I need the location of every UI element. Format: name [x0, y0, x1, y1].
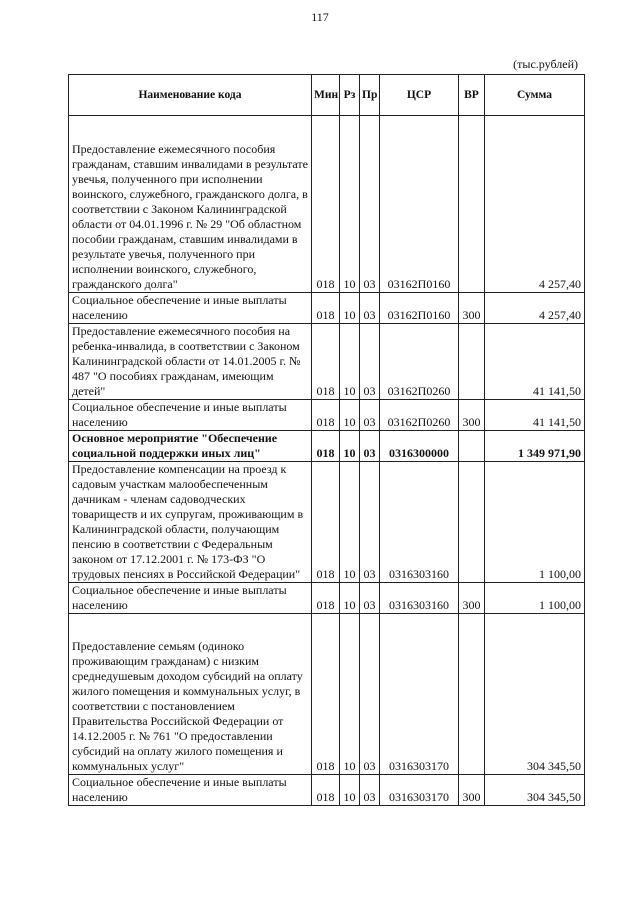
cell-rz: 10	[340, 583, 360, 614]
cell-name: Социальное обеспечение и иные выплаты населению	[69, 400, 312, 431]
cell-min: 018	[312, 116, 340, 293]
cell-min: 018	[312, 583, 340, 614]
units-label: (тыс.рублей)	[513, 57, 578, 71]
page-number: 117	[311, 10, 329, 24]
cell-vr: 300	[459, 400, 485, 431]
cell-vr	[459, 116, 485, 293]
cell-pr: 03	[360, 614, 380, 775]
cell-name: Предоставление ежемесячного пособия гражданам, ставшим инвалидами в результате увечья, полученного при исполнении воинского, служебного, гражданского долга, в соответствии с Законом Калининградской области от 04.01.1996 г. № 29 "Об областном пособии гражданам, ставшим инвалидами в результате увечья, полученного при исполнении воинского, служебного, гражданского долга"	[69, 116, 312, 293]
cell-pr: 03	[360, 293, 380, 324]
cell-min: 018	[312, 400, 340, 431]
table-body	[69, 116, 585, 806]
cell-pr: 03	[360, 583, 380, 614]
cell-vr: 300	[459, 293, 485, 324]
cell-vr	[459, 462, 485, 583]
cell-rz: 10	[340, 431, 360, 462]
cell-pr: 03	[360, 462, 380, 583]
cell-pr: 03	[360, 324, 380, 400]
table-row	[69, 775, 585, 806]
cell-sum: 1 100,00	[485, 462, 585, 583]
cell-csr: 0316303170	[380, 614, 459, 775]
cell-min: 018	[312, 324, 340, 400]
cell-sum: 1 100,00	[485, 583, 585, 614]
cell-name: Социальное обеспечение и иные выплаты населению	[69, 583, 312, 614]
cell-vr: 300	[459, 775, 485, 806]
cell-csr: 0316300000	[380, 431, 459, 462]
cell-rz: 10	[340, 614, 360, 775]
cell-name: Социальное обеспечение и иные выплаты населению	[69, 293, 312, 324]
cell-name: Предоставление компенсации на проезд к садовым участкам малообеспеченным дачникам - членам садоводческих товариществ и их супругам, проживающим в Калининградской области, получающим пенсию в соответствии с Федеральным законом от 17.12.2001 г. № 173-ФЗ "О трудовых пенсиях в Российской Федерации"	[69, 462, 312, 583]
cell-rz: 10	[340, 116, 360, 293]
cell-min: 018	[312, 614, 340, 775]
cell-csr: 03162П0160	[380, 116, 459, 293]
cell-csr: 03162П0160	[380, 293, 459, 324]
header-vr: ВР	[459, 75, 485, 116]
cell-rz: 10	[340, 400, 360, 431]
cell-pr: 03	[360, 400, 380, 431]
cell-sum: 304 345,50	[485, 614, 585, 775]
cell-name: Основное мероприятие "Обеспечение социальной поддержки иных лиц"	[69, 431, 312, 462]
cell-csr: 03162П0260	[380, 400, 459, 431]
cell-pr: 03	[360, 116, 380, 293]
cell-name: Социальное обеспечение и иные выплаты населению	[69, 775, 312, 806]
header-pr: Пр	[360, 75, 380, 116]
cell-min: 018	[312, 293, 340, 324]
cell-sum: 1 349 971,90	[485, 431, 585, 462]
budget-table	[68, 74, 585, 806]
cell-sum: 4 257,40	[485, 116, 585, 293]
cell-pr: 03	[360, 431, 380, 462]
cell-min: 018	[312, 431, 340, 462]
cell-rz: 10	[340, 775, 360, 806]
cell-pr: 03	[360, 775, 380, 806]
cell-sum: 304 345,50	[485, 775, 585, 806]
table-row	[69, 431, 585, 462]
table-row	[69, 400, 585, 431]
cell-min: 018	[312, 462, 340, 583]
cell-csr: 0316303160	[380, 583, 459, 614]
cell-min: 018	[312, 775, 340, 806]
header-min: Мин	[312, 75, 340, 116]
cell-vr	[459, 614, 485, 775]
table-row	[69, 116, 585, 293]
header-rz: Рз	[340, 75, 360, 116]
table-row	[69, 324, 585, 400]
cell-sum: 4 257,40	[485, 293, 585, 324]
cell-vr	[459, 431, 485, 462]
cell-name: Предоставление ежемесячного пособия на ребенка-инвалида, в соответствии с Законом Калининградской области от 14.01.2005 г. № 487 "О пособиях гражданам, имеющим детей"	[69, 324, 312, 400]
cell-rz: 10	[340, 293, 360, 324]
cell-rz: 10	[340, 462, 360, 583]
header-name: Наименование кода	[69, 75, 312, 116]
cell-csr: 0316303170	[380, 775, 459, 806]
cell-sum: 41 141,50	[485, 324, 585, 400]
table-row	[69, 614, 585, 775]
header-csr: ЦСР	[380, 75, 459, 116]
cell-csr: 03162П0260	[380, 324, 459, 400]
table-header-row	[69, 75, 585, 116]
cell-name: Предоставление семьям (одиноко проживающим гражданам) с низким среднедушевым доходом субсидий на оплату жилого помещения и коммунальных услуг, в соответствии с постановлением Правительства Российской Федерации от 14.12.2005 г. № 761 "О предоставлении субсидий на оплату жилого помещения и коммунальных услуг"	[69, 614, 312, 775]
cell-vr: 300	[459, 583, 485, 614]
header-sum: Сумма	[485, 75, 585, 116]
table-row	[69, 293, 585, 324]
table-row	[69, 462, 585, 583]
cell-rz: 10	[340, 324, 360, 400]
cell-csr: 0316303160	[380, 462, 459, 583]
cell-sum: 41 141,50	[485, 400, 585, 431]
cell-vr	[459, 324, 485, 400]
table-row	[69, 583, 585, 614]
